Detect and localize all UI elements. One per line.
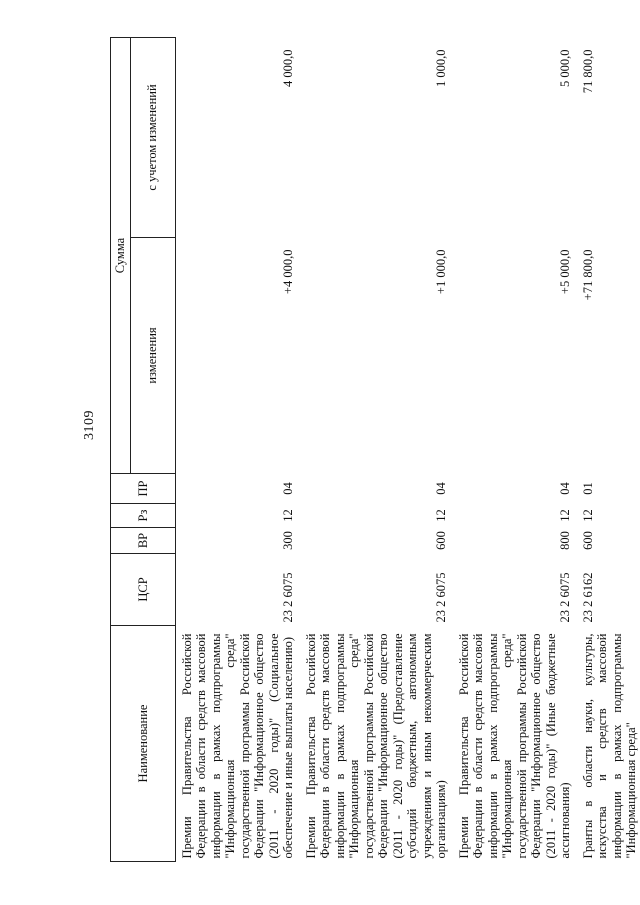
table-row <box>577 38 640 862</box>
row-rz: 12 <box>558 509 572 522</box>
row-rz: 12 <box>281 509 295 522</box>
row-csr: 23 2 6162 <box>580 572 595 623</box>
header-change: изменения <box>130 238 175 474</box>
row-name: Премии Правительства Российской Федерации в области средств массовой информации в рамках подпрограммы "Информационная среда" государственной программы Российской Федерации "Информационное общество (2011 - 2020 годы)" (Иные бюджетные ассигнования) <box>456 633 572 859</box>
budget-table <box>110 37 640 862</box>
header-csr: ЦСР <box>111 554 176 626</box>
row-vr: 600 <box>580 531 595 550</box>
row-csr: 23 2 6075 <box>558 572 572 623</box>
row-pr: 04 <box>558 482 572 495</box>
row-name: Премии Правительства Российской Федерации в области средств массовой информации в рамках подпрограммы "Информационная среда" государственной программы Российской Федерации "Информационное общество (2011 - 2020 годы)" (Предоставление субсидий бюджетным, автономным учреждениям и иным некоммерческим организациям) <box>303 633 448 859</box>
header-row-top <box>111 38 131 862</box>
row-csr: 23 2 6075 <box>281 572 295 623</box>
row-change: +71 800,0 <box>580 249 595 301</box>
table-row <box>300 38 453 862</box>
row-vr: 600 <box>434 531 448 550</box>
row-name: Гранты в области науки, культуры, искусства и средств массовой информации в рамках подпрограммы "Информационная среда" <box>580 633 638 859</box>
row-pr: 04 <box>281 482 295 495</box>
header-name: Наименование <box>111 626 176 862</box>
row-csr: 23 2 6075 <box>434 572 448 623</box>
budget-sheet <box>110 38 640 862</box>
header-rz: Рз <box>111 504 176 528</box>
table-row <box>175 38 300 862</box>
row-rz: 12 <box>434 509 448 522</box>
row-total: 4 000,0 <box>281 49 295 87</box>
row-pr: 01 <box>580 482 595 495</box>
row-pr: 04 <box>434 482 448 495</box>
row-name: Премии Правительства Российской Федерации в области средств массовой информации в рамках подпрограммы "Информационная среда" государственной программы Российской Федерации "Информационное общество (2011 - 2020 годы)" (Социальное обеспечение и иные выплаты населению) <box>179 633 295 859</box>
row-change: +1 000,0 <box>434 249 448 295</box>
header-sum: Сумма <box>111 38 131 474</box>
row-vr: 800 <box>558 531 572 550</box>
row-change: +5 000,0 <box>558 249 572 295</box>
row-total: 5 000,0 <box>558 49 572 87</box>
header-pr: ПР <box>111 474 176 504</box>
table-row <box>453 38 577 862</box>
row-change: +4 000,0 <box>281 249 295 295</box>
row-vr: 300 <box>281 531 295 550</box>
page-number: 3109 <box>82 410 97 440</box>
header-vr: ВР <box>111 528 176 554</box>
row-total: 1 000,0 <box>434 49 448 87</box>
row-rz: 12 <box>580 509 595 522</box>
row-total: 71 800,0 <box>580 49 595 94</box>
header-with-change: с учетом изменений <box>130 38 175 238</box>
